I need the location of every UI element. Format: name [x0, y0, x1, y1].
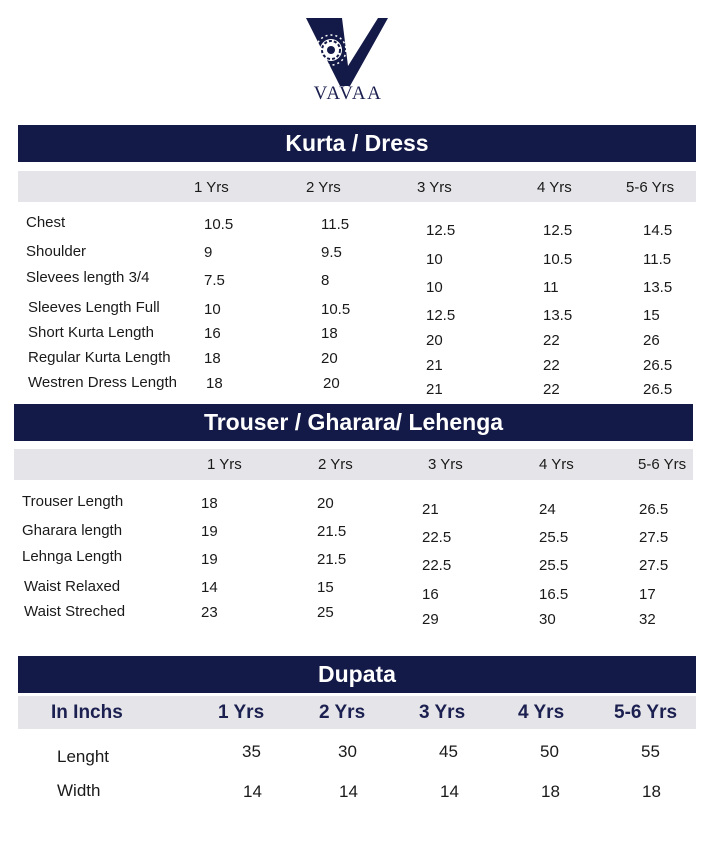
kurta-cell: 21 [426, 357, 443, 374]
trouser-row-label: Waist Relaxed [24, 578, 121, 595]
trouser-cell: 14 [201, 579, 218, 596]
trouser-header-3yrs: 3 Yrs [428, 456, 463, 473]
trouser-cell: 26.5 [639, 501, 669, 518]
kurta-header-1yrs: 1 Yrs [194, 179, 229, 196]
dupata-header-1yrs: 1 Yrs [218, 702, 265, 723]
kurta-row-label: Slevees length 3/4 [26, 269, 150, 286]
trouser-cell: 17 [639, 586, 656, 603]
kurta-cell: 10 [204, 301, 221, 318]
kurta-cell: 22 [543, 357, 560, 374]
kurta-header-3yrs: 3 Yrs [417, 179, 452, 196]
trouser-cell: 32 [639, 611, 656, 628]
kurta-cell: 11 [543, 279, 559, 296]
kurta-row-label: Regular Kurta Length [28, 349, 171, 366]
trouser-cell: 21.5 [317, 523, 347, 540]
trouser-cell: 19 [201, 523, 218, 540]
kurta-cell: 10.5 [321, 301, 351, 318]
trouser-cell: 22.5 [422, 529, 452, 546]
dupata-cell: 14 [243, 782, 262, 801]
dupata-header-4yrs: 4 Yrs [518, 702, 565, 723]
kurta-row-label: Shoulder [26, 243, 87, 260]
kurta-cell: 10 [426, 279, 443, 296]
trouser-cell: 16 [422, 586, 439, 603]
trouser-cell: 22.5 [422, 557, 452, 574]
trouser-cell: 25.5 [539, 557, 569, 574]
dupata-row-label: Width [57, 781, 101, 800]
dupata-section-title: Dupata [18, 656, 696, 693]
kurta-cell: 9.5 [321, 244, 342, 261]
kurta-cell: 10.5 [204, 216, 234, 233]
trouser-cell: 19 [201, 551, 218, 568]
kurta-cell: 22 [543, 332, 560, 349]
dupata-cell: 18 [541, 782, 560, 801]
kurta-header-row [18, 171, 696, 202]
trouser-cell: 24 [539, 501, 556, 518]
dupata-row-label: Lenght [57, 747, 109, 766]
trouser-section-title: Trouser / Gharara/ Lehenga [14, 404, 693, 441]
trouser-row-label: Lehnga Length [22, 548, 123, 565]
trouser-cell: 15 [317, 579, 334, 596]
kurta-cell: 12.5 [426, 307, 456, 324]
kurta-cell: 20 [426, 332, 443, 349]
trouser-cell: 27.5 [639, 529, 669, 546]
kurta-cell: 26 [643, 332, 660, 349]
kurta-row-label: Short Kurta Length [28, 324, 154, 341]
kurta-cell: 20 [323, 375, 340, 392]
kurta-cell: 21 [426, 381, 443, 398]
kurta-cell: 26.5 [643, 357, 673, 374]
trouser-cell: 27.5 [639, 557, 669, 574]
vavaa-monogram-icon [304, 16, 390, 88]
kurta-header-56yrs: 5-6 Yrs [626, 179, 675, 196]
kurta-cell: 10 [426, 251, 443, 268]
dupata-cell: 35 [242, 742, 261, 761]
kurta-cell: 22 [543, 381, 560, 398]
trouser-header-56yrs: 5-6 Yrs [638, 456, 687, 473]
kurta-row-label: Chest [26, 214, 66, 231]
kurta-cell: 13.5 [643, 279, 673, 296]
dupata-cell: 55 [641, 742, 660, 761]
dupata-cell: 14 [339, 782, 358, 801]
kurta-cell: 11.5 [321, 216, 350, 233]
kurta-cell: 10.5 [543, 251, 573, 268]
kurta-header-2yrs: 2 Yrs [306, 179, 341, 196]
dupata-cell: 45 [439, 742, 458, 761]
kurta-header-4yrs: 4 Yrs [537, 179, 572, 196]
kurta-cell: 15 [643, 307, 660, 324]
trouser-cell: 21.5 [317, 551, 347, 568]
trouser-cell: 16.5 [539, 586, 569, 603]
kurta-cell: 8 [321, 272, 330, 289]
kurta-cell: 20 [321, 350, 338, 367]
trouser-row-label: Waist Streched [24, 603, 126, 620]
trouser-row-label: Trouser Length [22, 493, 124, 510]
trouser-header-4yrs: 4 Yrs [539, 456, 574, 473]
kurta-cell: 18 [321, 325, 338, 342]
kurta-cell: 7.5 [204, 272, 225, 289]
trouser-cell: 29 [422, 611, 439, 628]
kurta-row-label: Sleeves Length Full [28, 299, 160, 316]
trouser-cell: 30 [539, 611, 556, 628]
kurta-row-label: Westren Dress Length [28, 374, 177, 391]
trouser-cell: 21 [422, 501, 439, 518]
kurta-cell: 18 [206, 375, 223, 392]
trouser-header-2yrs: 2 Yrs [318, 456, 353, 473]
dupata-header-2yrs: 2 Yrs [319, 702, 366, 723]
trouser-cell: 20 [317, 495, 334, 512]
dupata-unit-label: In Inchs [51, 702, 123, 723]
dupata-header-3yrs: 3 Yrs [419, 702, 466, 723]
dupata-cell: 18 [642, 782, 661, 801]
dupata-header-56yrs: 5-6 Yrs [614, 702, 678, 723]
kurta-cell: 16 [204, 325, 221, 342]
trouser-cell: 18 [201, 495, 218, 512]
trouser-row-label: Gharara length [22, 522, 123, 539]
kurta-cell: 26.5 [643, 381, 673, 398]
trouser-header-row [14, 449, 693, 480]
kurta-cell: 12.5 [543, 222, 573, 239]
kurta-cell: 14.5 [643, 222, 673, 239]
kurta-cell: 18 [204, 350, 221, 367]
trouser-cell: 25.5 [539, 529, 569, 546]
dupata-cell: 14 [440, 782, 459, 801]
dupata-cell: 30 [338, 742, 357, 761]
trouser-cell: 23 [201, 604, 218, 621]
kurta-section-title: Kurta / Dress [18, 125, 696, 162]
kurta-cell: 13.5 [543, 307, 573, 324]
brand-name: VAVAA [313, 83, 383, 104]
trouser-cell: 25 [317, 604, 334, 621]
kurta-cell: 11.5 [643, 251, 672, 268]
trouser-header-1yrs: 1 Yrs [207, 456, 242, 473]
kurta-cell: 9 [204, 244, 213, 261]
kurta-cell: 12.5 [426, 222, 456, 239]
dupata-cell: 50 [540, 742, 559, 761]
